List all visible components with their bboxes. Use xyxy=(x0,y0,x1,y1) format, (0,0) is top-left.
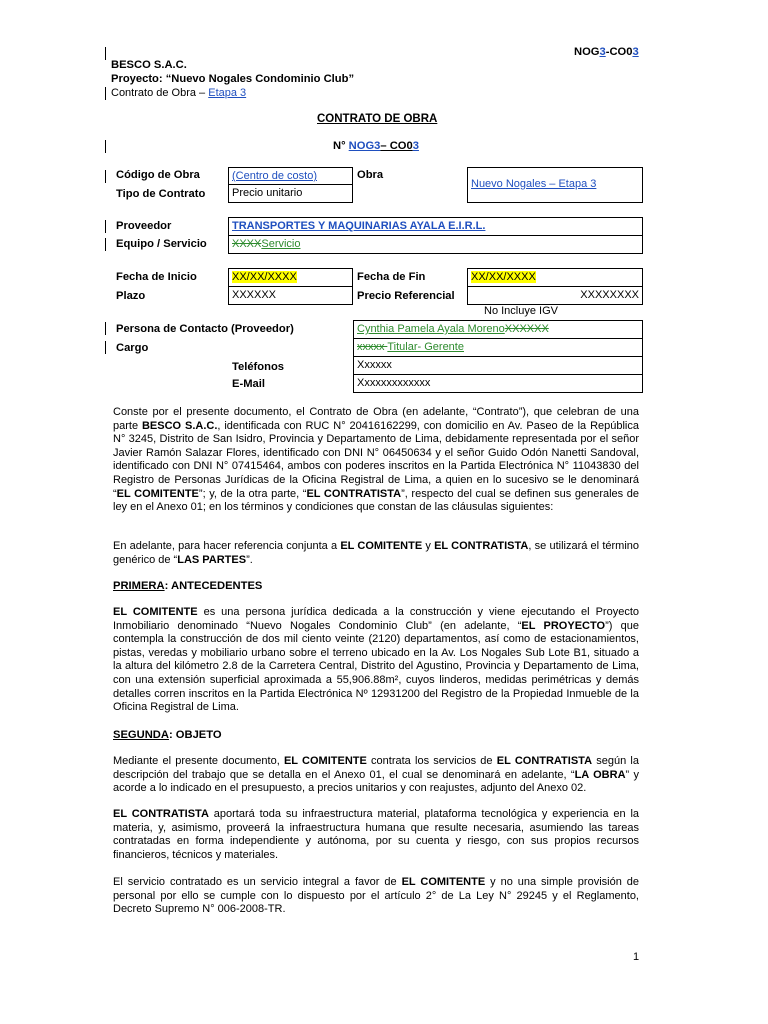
fecha-fin-field[interactable] xyxy=(467,268,643,287)
p1-text-g: ”, respecto del cual se definen sus generales de ley en el Anexo 01; en los términos y condiciones que constan de las cláusulas siguientes: xyxy=(113,487,640,514)
revision-bar xyxy=(105,220,106,233)
p5-text-b: aportará toda su infraestructura material, plataforma tecnológica y experiencia en la materia, y, asimismo, proveerá la infraestructura humana que resulte necesaria, asumiendo las tareas contratadas en forma independiente y autónoma, por su cuenta y riesgo, con sus propios recursos financieros, técnicos y materiales. xyxy=(113,808,640,861)
p4-obra: LA OBRA xyxy=(574,768,626,781)
revision-bar xyxy=(105,341,106,354)
doc-code-num2[interactable]: 3 xyxy=(632,46,639,58)
revision-bar xyxy=(105,170,106,183)
igv-note: No Incluye IGV xyxy=(484,305,558,317)
p2-partes: LAS PARTES xyxy=(177,553,247,566)
revision-bar xyxy=(105,87,106,100)
project-name: Proyecto: “Nuevo Nogales Condominio Club” xyxy=(111,73,355,85)
contacto-field[interactable] xyxy=(353,320,643,339)
document-code xyxy=(574,46,639,58)
doc-code-num1[interactable]: 3 xyxy=(599,46,606,58)
primera-label: PRIMERA xyxy=(113,580,165,592)
proveedor-field[interactable] xyxy=(228,217,643,236)
cargo-label: Cargo xyxy=(116,342,149,354)
equipo-label: Equipo / Servicio xyxy=(116,238,207,250)
fecha-fin-value[interactable]: XX/XX/XXXX xyxy=(471,271,536,283)
precio-label: Precio Referencial xyxy=(357,290,455,302)
contract-line-link[interactable]: Etapa 3 xyxy=(208,87,247,99)
cargo-value[interactable]: Titular- Gerente xyxy=(387,341,464,353)
contract-number xyxy=(333,140,419,152)
precio-value[interactable]: XXXXXXXX xyxy=(580,289,639,301)
intro-paragraph xyxy=(113,406,639,515)
p1-besco: BESCO S.A.C. xyxy=(141,419,218,432)
section-heading-primera xyxy=(113,580,262,592)
p3-text-d: ”) que contempla la construcción de dos mil ciento veinte (2120) departamentos, así como de estacionamientos, pistas, veredas y mobiliario urbano sobre el terreno ubicado en la Av. Los Nogales Sub Lote B1, situado a la altura del kilómetro 2.8 de la Carretera Central, Distrito del Agustino, Provincia y Departamento de Lima, con una extensión superficial aproximada a 55,906.88m², cuyos linderos, medidas perimétricas y demás detalles corren inscritos en la Partida Electrónica Nº 12931200 del Registro de la Propiedad Inmueble de la Oficina Registral de Lima. xyxy=(113,619,639,714)
segunda-title: : OBJETO xyxy=(168,729,222,741)
fecha-inicio-value[interactable]: XX/XX/XXXX xyxy=(232,271,297,283)
p1-text-e: ”; y, de la otra parte, “ xyxy=(198,487,307,500)
p4-comitente: EL COMITENTE xyxy=(283,755,367,767)
objeto-paragraph xyxy=(113,755,639,796)
p5-contratista: EL CONTRATISTA xyxy=(113,808,209,820)
partes-paragraph xyxy=(113,540,639,567)
email-field[interactable]: Xxxxxxxxxxxxx xyxy=(353,374,643,393)
p1-comitente: EL COMITENTE xyxy=(116,487,199,500)
contacto-value[interactable]: Cynthia Pamela Ayala Moreno xyxy=(357,323,505,335)
proveedor-value[interactable]: TRANSPORTES Y MAQUINARIAS AYALA E.I.R.L. xyxy=(232,220,486,232)
company-name: BESCO S.A.C. xyxy=(111,59,187,71)
antecedentes-paragraph xyxy=(113,606,639,715)
tipo-contrato-label: Tipo de Contrato xyxy=(116,188,206,200)
contract-number-mid: – CO0 xyxy=(380,140,413,152)
primera-title: : ANTECEDENTES xyxy=(164,580,263,592)
tipo-contrato-field[interactable]: Precio unitario xyxy=(228,184,353,203)
p4-text-g: ” y acorde a lo indicado en el presupuesto, a precios unitarios y con reajustes, adjunto del Anexo 02. xyxy=(113,768,639,795)
revision-bar xyxy=(105,47,106,60)
p2-text-e: , se utilizará el término genérico de “ xyxy=(113,540,640,566)
obra-value[interactable]: Nuevo Nogales – Etapa 3 xyxy=(471,178,597,190)
segunda-label: SEGUNDA xyxy=(113,729,169,741)
equipo-field[interactable] xyxy=(228,235,643,254)
contract-number-prefix: N° xyxy=(333,140,349,152)
proveedor-label: Proveedor xyxy=(116,220,172,232)
codigo-obra-value[interactable]: (Centro de costo) xyxy=(232,170,317,182)
revision-bar xyxy=(105,140,106,153)
p4-contratista: EL CONTRATISTA xyxy=(496,755,593,767)
p1-contratista: EL CONTRATISTA xyxy=(306,487,402,500)
p3-comitente: EL COMITENTE xyxy=(113,606,198,618)
contacto-label: Persona de Contacto (Proveedor) xyxy=(116,323,294,335)
page-number: 1 xyxy=(633,951,640,963)
revision-bar xyxy=(105,238,106,251)
cargo-field[interactable] xyxy=(353,338,643,357)
obra-field[interactable] xyxy=(467,167,643,203)
doc-code-mid: -CO0 xyxy=(605,46,633,58)
codigo-obra-field[interactable] xyxy=(228,167,353,185)
p1-text-a: Conste por el presente documento, el Contrato de Obra (en adelante, “Contrato”), que celebran de una parte xyxy=(113,406,639,432)
cargo-struck-value: xxxxx xyxy=(357,341,388,353)
p1-text-c: , identificada con RUC N° 20416162299, con domicilio en Av. Paseo de la República N° 3245, Distrito de San Isidro, Provincia y Departamento de Lima, debidamente representada por el señor Javier Ramón Salazar Flores, identificado con DNI N° 06450634 y el señor Guido Odón Nanetti Sandoval, identificado con DNI N° 07415464, ambos con poderes inscritos en la Partida Electrónica N° 11043830 del Registro de Personas Jurídicas de la Oficina Registral de Lima, a quien en lo sucesivo se le denominará “ xyxy=(113,419,639,500)
contacto-struck-value: XXXXXX xyxy=(504,323,549,335)
servicio-paragraph xyxy=(113,876,639,917)
p6-comitente: EL COMITENTE xyxy=(401,876,486,888)
p2-comitente: EL COMITENTE xyxy=(340,540,423,552)
p3-text-b: es una persona jurídica dedicada a la construcción y viene ejecutando el Proyecto Inmobiliario denominado “Nuevo Nogales Condominio Club” (en adelante, “ xyxy=(113,606,639,632)
email-label: E-Mail xyxy=(232,378,265,390)
contract-number-num[interactable]: 3 xyxy=(412,140,419,152)
contract-line-prefix: Contrato de Obra – xyxy=(111,87,209,99)
p6-text-c: y no una simple provisión de personal por ello se cumple con lo dispuesto por el artículo 2° de La Ley N° 29245 y el Reglamento, Decreto Supremo N° 006-2008-TR. xyxy=(113,876,640,916)
fecha-inicio-field[interactable] xyxy=(228,268,353,287)
revision-bar xyxy=(105,322,106,335)
codigo-obra-label: Código de Obra xyxy=(116,169,200,181)
p4-text-c: contrata los servicios de xyxy=(366,755,497,767)
fecha-fin-label: Fecha de Fin xyxy=(357,271,426,283)
obra-label: Obra xyxy=(357,169,384,181)
plazo-label: Plazo xyxy=(116,290,146,302)
fecha-inicio-label: Fecha de Inicio xyxy=(116,271,197,283)
equipo-struck-value: XXXX xyxy=(232,238,262,250)
p4-text-a: Mediante el presente documento, xyxy=(113,755,284,767)
precio-field[interactable] xyxy=(467,286,643,305)
p2-text-c: y xyxy=(422,540,435,552)
telefonos-label: Teléfonos xyxy=(232,361,285,373)
plazo-field[interactable]: XXXXXX xyxy=(228,286,353,305)
infraestructura-paragraph xyxy=(113,808,639,862)
page-title: CONTRATO DE OBRA xyxy=(317,113,438,125)
contract-number-code[interactable]: NOG3 xyxy=(348,140,381,152)
contract-line xyxy=(111,87,246,99)
p2-text-a: En adelante, para hacer referencia conjunta a xyxy=(113,540,341,552)
p4-text-e: según la descripción del trabajo que se detalla en el Anexo 01, el cual se denominará en adelante, “ xyxy=(113,755,639,781)
equipo-value[interactable]: Servicio xyxy=(261,238,301,250)
p6-text-a: El servicio contratado es un servicio integral a favor de xyxy=(113,876,402,888)
p2-contratista: EL CONTRATISTA xyxy=(434,540,529,552)
p3-proyecto: EL PROYECTO xyxy=(521,619,606,632)
section-heading-segunda xyxy=(113,729,222,741)
doc-code-prefix: NOG xyxy=(574,46,600,58)
telefonos-field[interactable]: Xxxxxx xyxy=(353,356,643,375)
p2-text-g: ”. xyxy=(246,553,253,566)
